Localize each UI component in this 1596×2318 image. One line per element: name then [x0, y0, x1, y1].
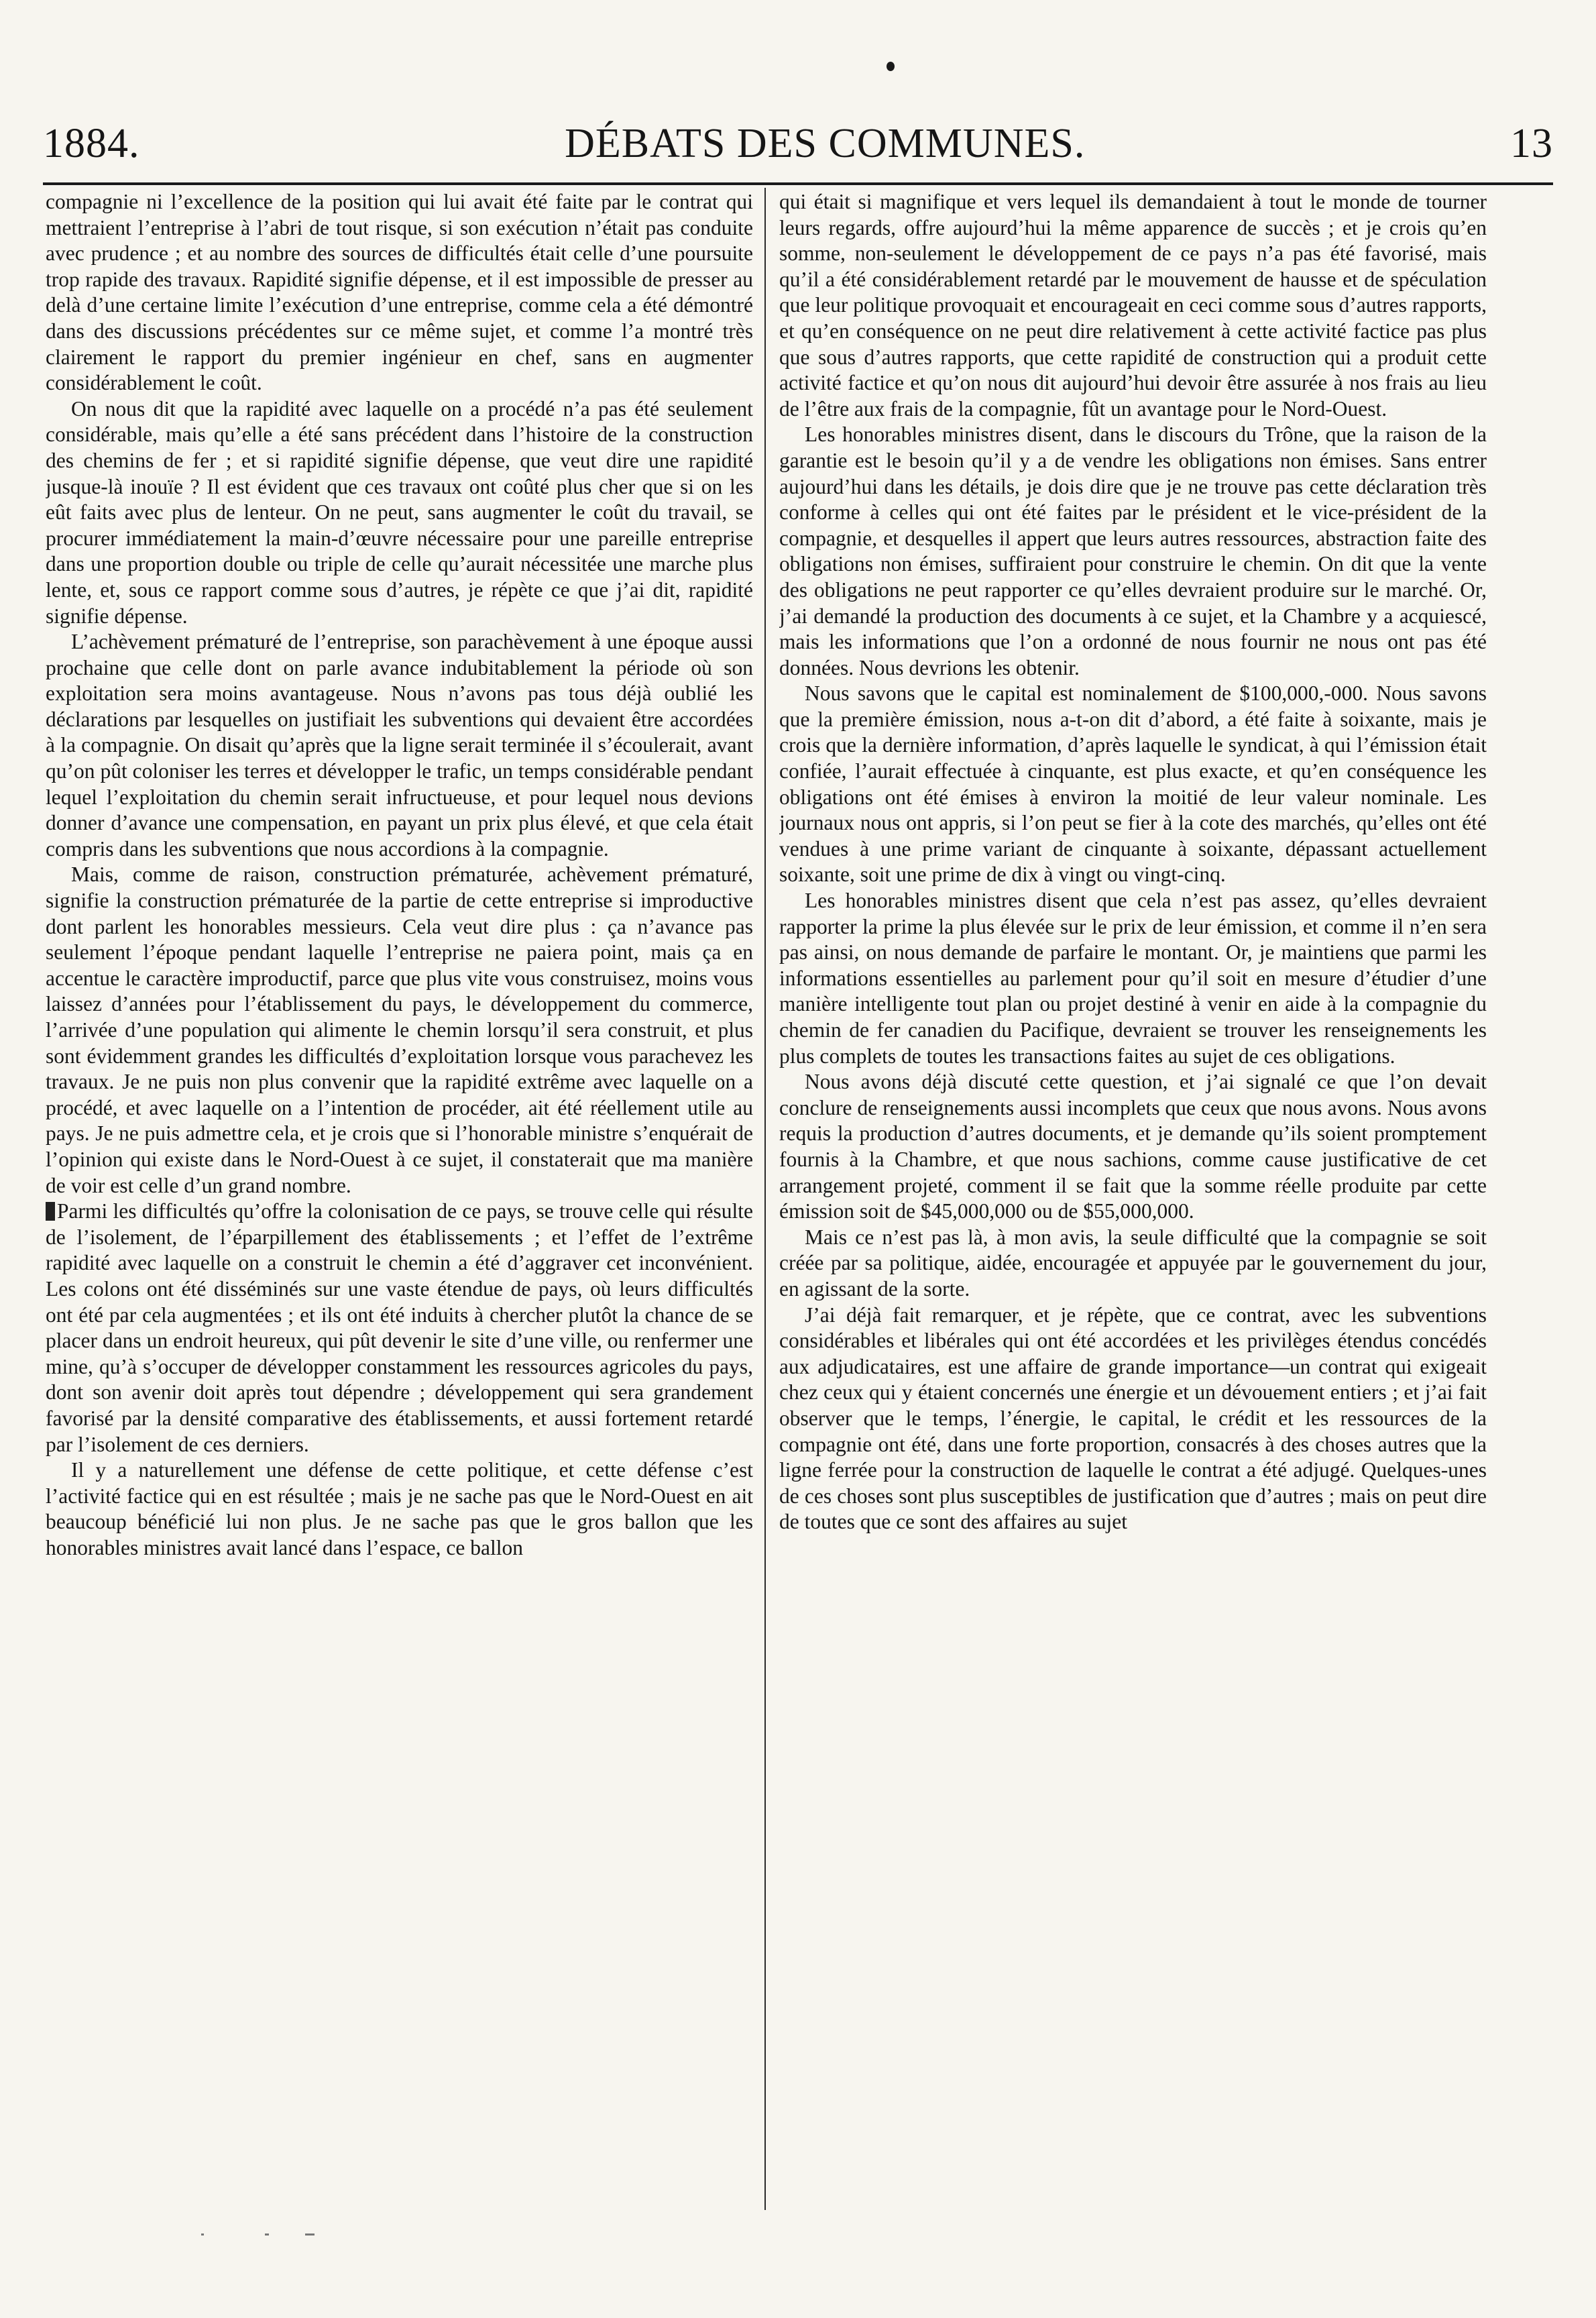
paragraph-text: Parmi les difficultés qu’offre la colonisation de ce pays, se trouve celle qui résulte de l’isolement, de l’éparpillement des établissements ; et l’effet de l’extrême rapidité avec laquelle on a construit le chemin a été d’aggraver cet inconvénient. Les colons ont été disséminés sur une vaste étendue de pays, où leurs difficultés ont été par cela augmentées ; et ils ont été induits à chercher plutôt la chance de se placer dans un endroit heureux, qui pût devenir le site d’une ville, ou renfermer une mine, qu’à s’occuper de développer constamment les ressources agricoles du pays, dont son avenir doit après tout dépendre ; développement qui sera grandement favorisé par la densité comparative des établissements, et aussi fortement retardé par l’isolement de ces derniers.	[46, 1199, 753, 1456]
column-divider	[764, 188, 766, 2210]
right-column	[779, 189, 1487, 2228]
header-year: 1884.	[43, 121, 140, 166]
paragraph-with-marker	[46, 1199, 753, 1457]
paragraph: compagnie ni l’excellence de la position qui lui avait été faite par le contrat qui mettraient l’entreprise à l’abri de tout risque, si son exécution n’était pas conduite avec prudence ; et au nombre des sources de difficultés était celle d’une poursuite trop rapide des travaux. Rapidité signifie dépense, et il est impossible de presser au delà d’une certaine limite l’exécution d’une entreprise, comme cela a été démontré dans des discussions précédentes sur ce même sujet, et comme l’a montré très clairement le rapport du premier ingénieur en chef, sans en augmenter considérablement le coût.	[46, 190, 753, 395]
paragraph: Il y a naturellement une défense de cette politique, et cette défense c’est l’activité factice qui en est résultée ; mais je ne sache pas que le Nord-Ouest en ait beaucoup bénéficié lui non plus. Je ne sache pas que le gros ballon que les honorables ministres avait lancé dans l’espace, ce ballon	[46, 1458, 753, 1559]
paragraph: Mais, comme de raison, construction prématurée, achèvement prématuré, signifie la construction prématurée de la partie de cette entreprise si improductive dont parlent les honorables messieurs. Cela veut dire plus : ça n’avance pas seulement l’époque pendant laquelle l’entreprise ne paiera point, mais ça en accentue le caractère improductif, parce que plus vite vous construisez, moins vous laissez d’années pour l’établissement du pays, le développement du commerce, l’arrivée d’une population qui alimente le chemin lorsqu’il sera construit, et plus sont évidemment grandes les difficultés d’exploitation lorsque vous parachevez les travaux. Je ne puis non plus convenir que la rapidité extrême avec laquelle on a procédé, et avec laquelle on a l’intention de procéder, ait été réellement utile au pays. Je ne puis admettre cela, et je crois que si l’honorable ministre s’enquérait de l’opinion qui existe dans le Nord-Ouest à ce sujet, il constaterait que ma manière de voir est celle d’un grand nombre.	[46, 863, 753, 1197]
paragraph: Mais ce n’est pas là, à mon avis, la seule difficulté que la compagnie se soit créée par sa politique, aidée, encouragée et appuyée par le gouvernement du jour, en agissant de la sorte.	[779, 1225, 1487, 1301]
header-page-number: 13	[1509, 121, 1553, 166]
footer-mark	[201, 2233, 204, 2236]
page-header	[43, 107, 1553, 168]
paragraph-marker-icon	[46, 1202, 55, 1221]
paragraph: qui était si magnifique et vers lequel ils demandaient à tout le monde de tourner leurs regards, offre aujourd’hui la même apparence de succès ; et je crois qu’en somme, non-seulement le développement de ce pays n’a pas été favorisé, mais qu’il a été considérablement retardé par le mouvement de hausse et de spéculation que leur politique provoquait et encourageait en ceci comme sous d’autres rapports, et qu’en conséquence on ne peut dire relativement à cette activité factice pas plus que sous d’autres rapports, que cette rapidité de construction qui a produit cette activité factice et qu’on nous dit aujourd’hui devoir être assurée à nos frais au lieu de l’être aux frais de la compagnie, fût un avantage pour le Nord-Ouest.	[779, 190, 1487, 421]
footer-mark	[265, 2233, 269, 2236]
paragraph: L’achèvement prématuré de l’entreprise, son parachèvement à une époque aussi prochaine que celle dont on parle avance indubitablement la période où son exploitation sera moins avantageuse. Nous n’avons pas tous déjà oublié les déclarations par lesquelles on justifiait les subventions qui devaient être accordées à la compagnie. On disait qu’après que la ligne serait terminée il s’écoulerait, avant qu’on pût coloniser les terres et développer le trafic, un temps considérable pendant lequel l’exploitation du chemin serait infructueuse, et pour lequel nous devions donner d’avance une compensation, en payant un prix plus élevé, et que cela était compris dans les subventions que nous accordions à la compagnie.	[46, 630, 753, 861]
ink-speck	[887, 62, 895, 71]
paragraph: Nous avons déjà discuté cette question, et j’ai signalé ce que l’on devait conclure de renseignements aussi incomplets que ceux que nous avons. Nous avons requis la production d’autres documents, et je demande qu’ils soient promptement fournis à la Chambre, et que nous sachions, comme cause justificative de cet arrangement projeté, comment il se fait que la somme réelle produite par cette émission soit de $45,000,000 ou de $55,000,000.	[779, 1070, 1487, 1223]
paragraph: On nous dit que la rapidité avec laquelle on a procédé n’a pas été seulement considérable, mais qu’elle a été sans précédent dans l’histoire de la construction des chemins de fer ; et si rapidité signifie dépense, que veut dire une rapidité jusque-là inouïe ? Il est évident que ces travaux ont coûté plus cher que si on les eût faits avec plus de lenteur. On ne peut, sans augmenter le coût du travail, se procurer immédiatement la main-d’œuvre nécessaire pour une pareille entreprise dans une proportion double ou triple de celle qu’aurait nécessitée une marche plus lente, et, sous ce rapport comme sous d’autres, je répète ce que j’ai dit, rapidité signifie dépense.	[46, 396, 753, 628]
header-title: DÉBATS DES COMMUNES.	[565, 121, 1086, 166]
footer-marks	[0, 2233, 1596, 2247]
paragraph: Les honorables ministres disent, dans le discours du Trône, que la raison de la garantie est le besoin qu’il y a de vendre les obligations non émises. Sans entrer aujourd’hui dans les détails, je dois dire que je ne trouve pas cette déclaration très conforme à celles qui ont été faites par le président et le vice-président de la compagnie, et desquelles il appert que leurs autres ressources, abstraction faite des obligations non émises, suffiraient pour construire le chemin. On dit que la vente des obligations ne peut rapporter ce qu’elles devraient produire sur le marché. Or, j’ai demandé la production des documents à ce sujet, et la Chambre y a acquiescé, mais les informations que l’on a ordonné de nous fournir ne nous ont pas été données. Nous devrions les obtenir.	[779, 423, 1487, 679]
footer-mark	[305, 2233, 315, 2236]
left-column	[46, 189, 753, 2228]
header-rule	[43, 182, 1553, 185]
paragraph: Nous savons que le capital est nominalement de $100,000,-000. Nous savons que la première émission, nous a-t-on dit d’abord, a été faite à soixante, mais je crois que la dernière information, d’après laquelle le syndicat, à qui l’émission était confiée, l’aurait effectuée à cinquante, est plus exacte, et qu’en conséquence les obligations ont été émises à environ la moitié de leur valeur nominale. Les journaux nous ont appris, si l’on peut se fier à la cote des marchés, qu’elles ont été vendues à une prime variant de cinquante à soixante, dépassant actuellement soixante, soit une prime de dix à vingt ou vingt-cinq.	[779, 681, 1487, 887]
paragraph: Les honorables ministres disent que cela n’est pas assez, qu’elles devraient rapporter la prime la plus élevée sur le prix de leur émission, et comme il n’en sera pas ainsi, on nous demande de parfaire le montant. Or, je maintiens que parmi les informations essentielles au parlement pour qu’il soit en mesure d’étudier d’une manière intelligente tout plan ou projet destiné à venir en aide à la compagnie du chemin de fer canadien du Pacifique, devraient se trouver les renseignements les plus complets de toutes les transactions faites au sujet de ces obligations.	[779, 889, 1487, 1068]
paragraph: J’ai déjà fait remarquer, et je répète, que ce contrat, avec les subventions considérables et libérales qui ont été accordées et les privilèges étendus concédés aux adjudicataires, est une affaire de grande importance—un contrat qui exigeait chez ceux qui y étaient concernés une énergie et un dévouement entiers ; et j’ai fait observer que le temps, l’énergie, le capital, le crédit et les ressources de la compagnie ont été, dans une forte proportion, consacrés à des choses autres que la ligne ferrée pour la construction de laquelle le contrat a été adjugé. Quelques-unes de ces choses sont plus susceptibles de justification que d’autres ; mais on peut dire de toutes que ce sont des affaires au sujet	[779, 1303, 1487, 1534]
